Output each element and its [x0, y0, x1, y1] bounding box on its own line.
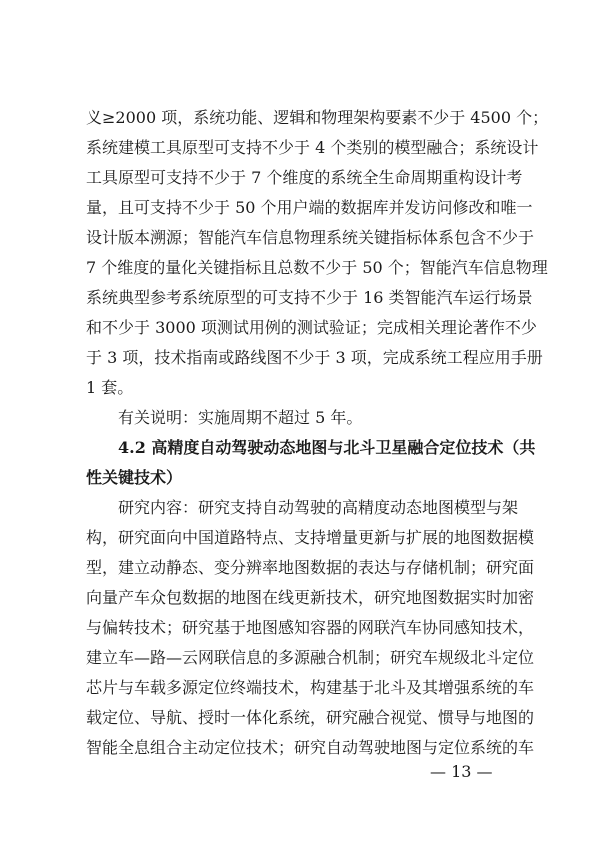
body-line: 系统典型参考系统原型的可支持不少于 16 类智能汽车运行场景 — [86, 288, 533, 307]
body-line: 芯片与车载多源定位终端技术，构建基于北斗及其增强系统的车 — [86, 678, 535, 697]
body-line: 与偏转技术；研究基于地图感知容器的网联汽车协同感知技术， — [86, 618, 535, 637]
body-line: 建立车—路—云网联信息的多源融合机制；研究车规级北斗定位 — [86, 648, 535, 667]
body-line: 向量产车众包数据的地图在线更新技术，研究地图数据实时加密 — [86, 588, 535, 607]
body-line: 于 3 项，技术指南或路线图不少于 3 项，完成系统工程应用手册 — [86, 348, 543, 367]
body-line: 研究内容：研究支持自动驾驶的高精度动态地图模型与架 — [118, 498, 519, 517]
note-line: 有关说明：实施周期不超过 5 年。 — [118, 408, 363, 427]
body-line: 系统建模工具原型可支持不少于 4 个类别的模型融合；系统设计 — [86, 138, 539, 157]
body-line: 和不少于 3000 项测试用例的测试验证；完成相关理论著作不少 — [86, 318, 537, 337]
body-line: 智能全息组合主动定位技术；研究自动驾驶地图与定位系统的车 — [86, 738, 535, 757]
body-line: 工具原型可支持不少于 7 个维度的系统全生命周期重构设计考 — [86, 168, 523, 187]
body-line: 义≥2000 项，系统功能、逻辑和物理架构要素不少于 4500 个； — [86, 108, 549, 127]
body-line: 型，建立动静态、变分辨率地图数据的表达与存储机制；研究面 — [86, 558, 535, 577]
body-line: 量，且可支持不少于 50 个用户端的数据库并发访问修改和唯一 — [86, 198, 533, 217]
section-heading-cont: 性关键技术） — [86, 468, 183, 487]
body-line: 设计版本溯源；智能汽车信息物理系统关键指标体系包含不少于 — [86, 228, 535, 247]
section-heading: 4.2 高精度自动驾驶动态地图与北斗卫星融合定位技术（共 — [118, 438, 536, 457]
body-line: 1 套。 — [86, 378, 134, 397]
body-line: 构，研究面向中国道路特点、支持增量更新与扩展的地图数据模 — [86, 528, 535, 547]
body-line: 载定位、导航、授时一体化系统，研究融合视觉、惯导与地图的 — [86, 708, 535, 727]
page-number: — 13 — — [430, 762, 493, 781]
body-line: 7 个维度的量化关键指标且总数不少于 50 个；智能汽车信息物理 — [86, 258, 548, 277]
